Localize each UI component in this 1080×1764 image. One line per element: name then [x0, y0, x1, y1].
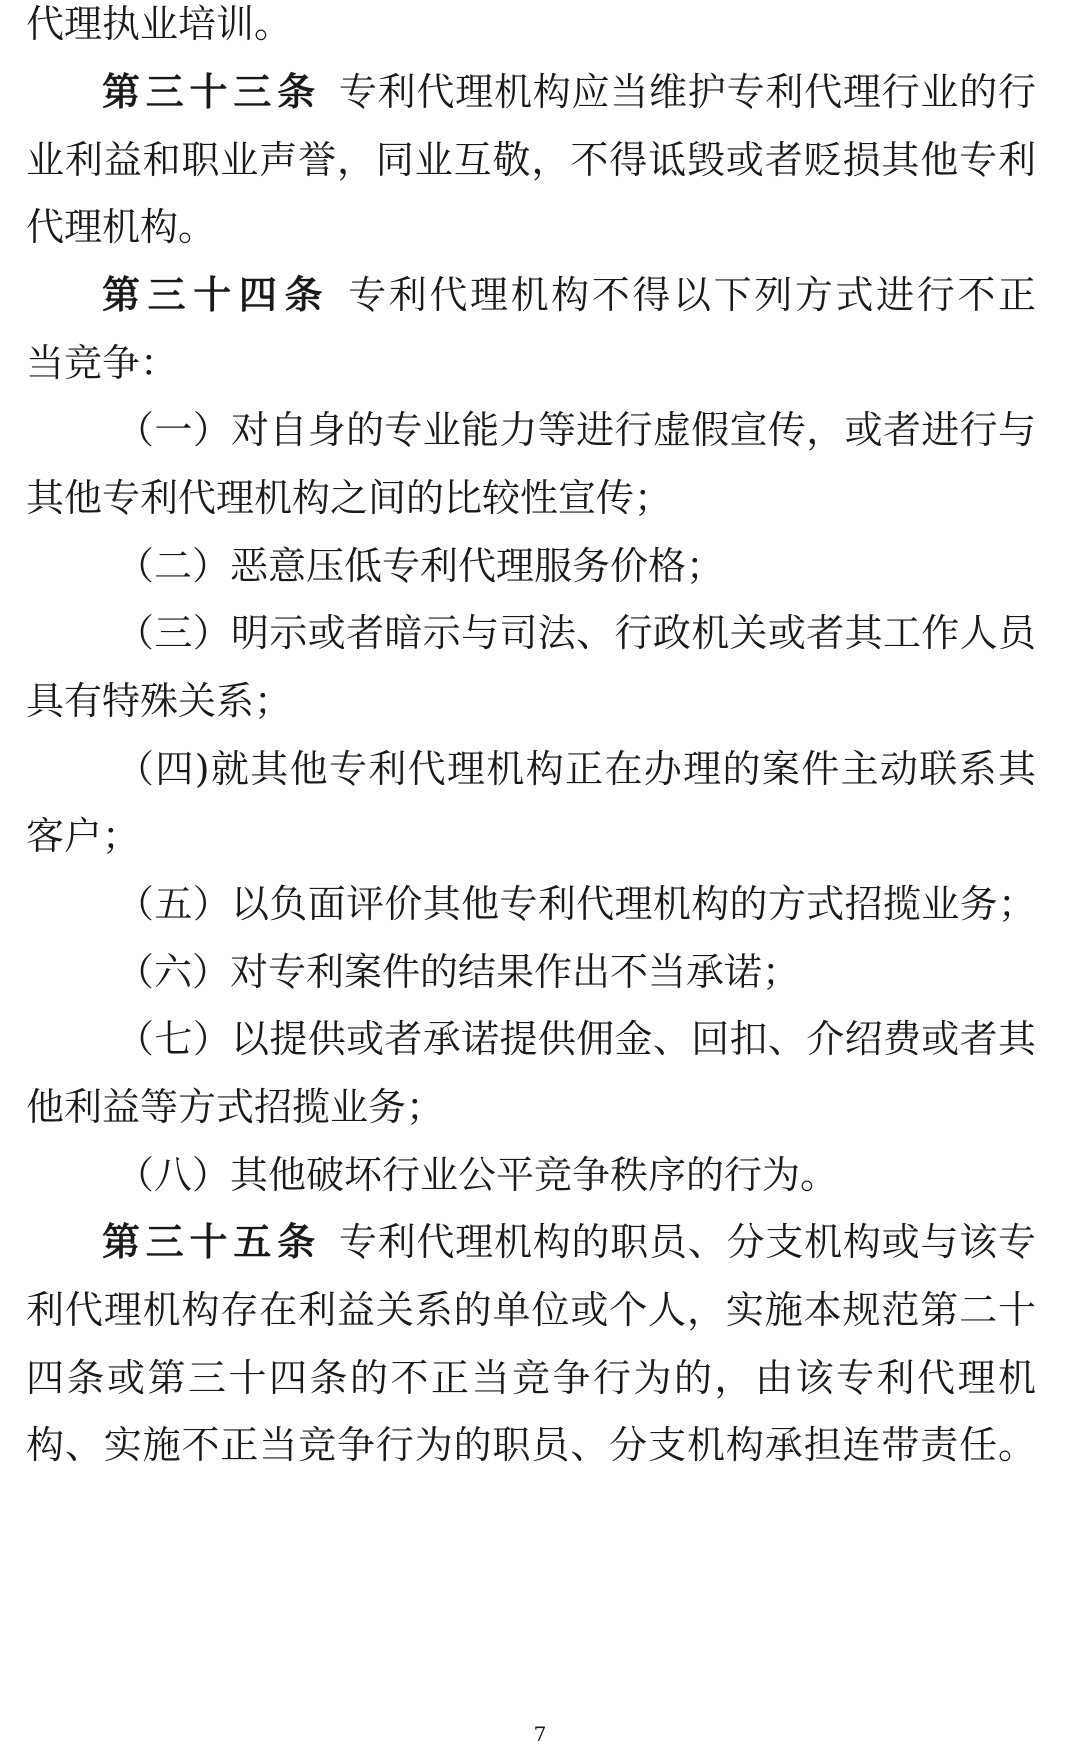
item-6-line — [26, 948, 1036, 996]
article-33-label: 第三十三条 — [102, 70, 321, 114]
article-33-text-1: 专利代理机构应当维护专利代理行业的行 — [338, 70, 1036, 114]
item-3-line-2 — [26, 677, 1036, 725]
article-33-line-2 — [26, 136, 1036, 184]
item-4-text-2: 客户； — [26, 814, 141, 858]
item-8-line — [26, 1151, 1036, 1199]
text-line-continued — [26, 0, 1036, 48]
item-8-text: （八）其他破坏行业公平竞争秩序的行为。 — [116, 1153, 839, 1197]
item-7-line-2 — [26, 1083, 1036, 1131]
item-1-line-1 — [26, 406, 1036, 454]
article-35-text-3: 四条或第三十四条的不正当竞争行为的，由该专利代理机 — [26, 1356, 1036, 1400]
article-35-line-4 — [26, 1421, 1036, 1469]
item-4-line-2 — [26, 812, 1036, 860]
article-35-line-3 — [26, 1354, 1036, 1402]
item-2-text: （二）恶意压低专利代理服务价格； — [116, 544, 725, 588]
article-35-text-4: 构、实施不正当竞争行为的职员、分支机构承担连带责任。 — [26, 1423, 1036, 1467]
item-3-text-2: 具有特殊关系； — [26, 679, 293, 723]
article-35-text-1: 专利代理机构的职员、分支机构或与该专 — [338, 1220, 1036, 1264]
article-33-text-2: 业利益和职业声誉，同业互敬，不得诋毁或者贬损其他专利 — [26, 138, 1036, 182]
article-35-text-2: 利代理机构存在利益关系的单位或个人，实施本规范第二十 — [26, 1288, 1036, 1332]
article-34-text-1: 专利代理机构不得以下列方式进行不正 — [348, 273, 1036, 317]
item-7-text-2: 他利益等方式招揽业务； — [26, 1085, 445, 1129]
article-33-text-3: 代理机构。 — [26, 205, 217, 249]
item-4-line-1 — [26, 745, 1036, 793]
item-4-text-1: （四)就其他专利代理机构正在办理的案件主动联系其 — [116, 747, 1036, 791]
article-34-label: 第三十四条 — [102, 273, 331, 317]
article-34-line-1 — [26, 271, 1036, 319]
article-35-line-2 — [26, 1286, 1036, 1334]
item-3-text-1: （三）明示或者暗示与司法、行政机关或者其工作人员 — [116, 611, 1036, 655]
article-35-line-1 — [26, 1218, 1036, 1266]
page-number: 7 — [533, 1722, 547, 1746]
article-34-text-2: 当竞争： — [26, 341, 179, 385]
item-1-text-1: （一）对自身的专业能力等进行虚假宣传，或者进行与 — [116, 408, 1036, 452]
item-3-line-1 — [26, 609, 1036, 657]
continued-text: 代理执业培训。 — [26, 2, 293, 46]
item-5-line — [26, 880, 1036, 928]
item-6-text: （六）对专利案件的结果作出不当承诺； — [116, 950, 801, 994]
article-34-line-2 — [26, 339, 1036, 387]
article-33-line-1 — [26, 68, 1036, 116]
item-7-line-1 — [26, 1015, 1036, 1063]
item-1-line-2 — [26, 474, 1036, 522]
item-5-text: （五）以负面评价其他专利代理机构的方式招揽业务； — [116, 882, 1036, 926]
item-2-line — [26, 542, 1036, 590]
article-35-label: 第三十五条 — [102, 1220, 321, 1264]
article-33-line-3 — [26, 203, 1036, 251]
item-1-text-2: 其他专利代理机构之间的比较性宣传； — [26, 476, 673, 520]
item-7-text-1: （七）以提供或者承诺提供佣金、回扣、介绍费或者其 — [116, 1017, 1036, 1061]
